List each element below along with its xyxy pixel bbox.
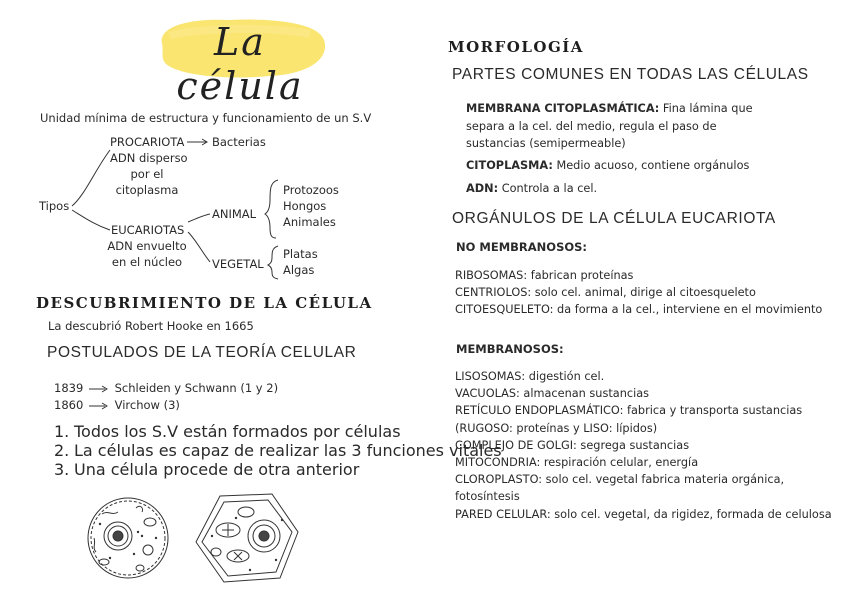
arrow-right-icon xyxy=(87,384,111,394)
timeline-text-1: Schleiden y Schwann (1 y 2) xyxy=(114,381,279,395)
postulates-list xyxy=(54,422,502,479)
list-item: RETÍCULO ENDOPLASMÁTICO: fabrica y transporta sustancias xyxy=(455,404,803,418)
eucariotas-desc-2: en el núcleo xyxy=(111,255,183,269)
timeline-year-1: 1839 xyxy=(54,381,84,395)
list-item: RIBOSOMAS: fabrican proteínas xyxy=(455,269,634,282)
common-parts-heading: PARTES COMUNES EN TODAS LAS CÉLULAS xyxy=(452,66,809,83)
list-item: fotosíntesis xyxy=(455,490,520,504)
vegetal-item-2: Algas xyxy=(283,263,315,277)
procariota-desc-1: ADN disperso xyxy=(110,151,188,165)
intro-text: Unidad mínima de estructura y funcionamiento de un S.V xyxy=(40,111,372,125)
list-item: 3. Una célula procede de otra anterior xyxy=(54,460,360,479)
procariota-label: PROCARIOTA xyxy=(110,135,185,149)
timeline-row-1 xyxy=(54,381,278,395)
discovery-heading: DESCUBRIMIENTO DE LA CÉLULA xyxy=(36,294,373,312)
list-item: CITOESQUELETO: da forma a la cel., interviene en el movimiento xyxy=(455,303,823,317)
animal-label: ANIMAL xyxy=(212,207,257,221)
page-title: La célula xyxy=(176,20,304,108)
bacterias-label: Bacterias xyxy=(212,135,266,149)
list-item: PARED CELULAR: solo cel. vegetal, da rigidez, formada de celulosa xyxy=(455,507,832,521)
plant-cell-drawing xyxy=(190,490,302,588)
common-item-adn: ADN: Controla a la cel. xyxy=(466,182,598,195)
eucariotas-desc-1: ADN envuelto xyxy=(107,239,187,253)
common-item-citoplasma: CITOPLASMA: Medio acuoso, contiene orgánulos xyxy=(466,159,750,172)
common-item-membrana: MEMBRANA CITOPLASMÁTICA: Fina lámina que separa a la cel. del medio, regula el paso de sustancias (semipermeable) xyxy=(466,102,753,150)
list-item: VACUOLAS: almacenan sustancias xyxy=(455,387,650,401)
arrow-right-icon xyxy=(87,401,111,411)
list-item: (RUGOSO: proteínas y LISO: lípidos) xyxy=(455,421,658,435)
animal-item-1: Protozoos xyxy=(283,183,339,197)
membranous-list xyxy=(455,368,832,523)
timeline-row-2 xyxy=(54,398,180,412)
list-item: LISOSOMAS: digestión cel. xyxy=(455,370,605,383)
animal-item-3: Animales xyxy=(283,215,336,229)
morphology-heading: MORFOLOGÍA xyxy=(448,38,584,56)
list-item: COMPLEJO DE GOLGI: segrega sustancias xyxy=(455,438,690,452)
timeline-year-2: 1860 xyxy=(54,398,84,412)
animal-cell-drawing xyxy=(80,492,180,584)
timeline-text-2: Virchow (3) xyxy=(114,398,180,412)
animal-item-2: Hongos xyxy=(283,199,327,213)
membranous-heading: MEMBRANOSOS: xyxy=(456,342,564,356)
organelles-heading: ORGÁNULOS DE LA CÉLULA EUCARIOTA xyxy=(452,210,776,227)
non-membranous-list xyxy=(455,267,822,319)
vegetal-item-1: Platas xyxy=(283,247,318,261)
list-item: 2. La células es capaz de realizar las 3 funciones vitales xyxy=(54,441,502,460)
list-item: CLOROPLASTO: solo cel. vegetal fabrica materia orgánica, xyxy=(455,473,785,487)
list-item: MITOCONDRIA: respiración celular, energía xyxy=(455,456,699,470)
vegetal-label: VEGETAL xyxy=(212,257,264,271)
tree-root: Tipos xyxy=(39,199,70,213)
discovery-text: La descubrió Robert Hooke en 1665 xyxy=(48,319,254,333)
non-membranous-heading: NO MEMBRANOSOS: xyxy=(456,240,588,254)
eucariotas-label: EUCARIOTAS xyxy=(111,223,185,237)
list-item: CENTRIOLOS: solo cel. animal, dirige al citoesqueleto xyxy=(455,286,756,300)
list-item: 1. Todos los S.V están formados por células xyxy=(54,422,401,441)
procariota-desc-3: citoplasma xyxy=(115,183,179,197)
postulates-heading: POSTULADOS DE LA TEORÍA CELULAR xyxy=(47,344,357,361)
tree-lines xyxy=(0,0,400,290)
procariota-desc-2: por el xyxy=(130,167,164,181)
